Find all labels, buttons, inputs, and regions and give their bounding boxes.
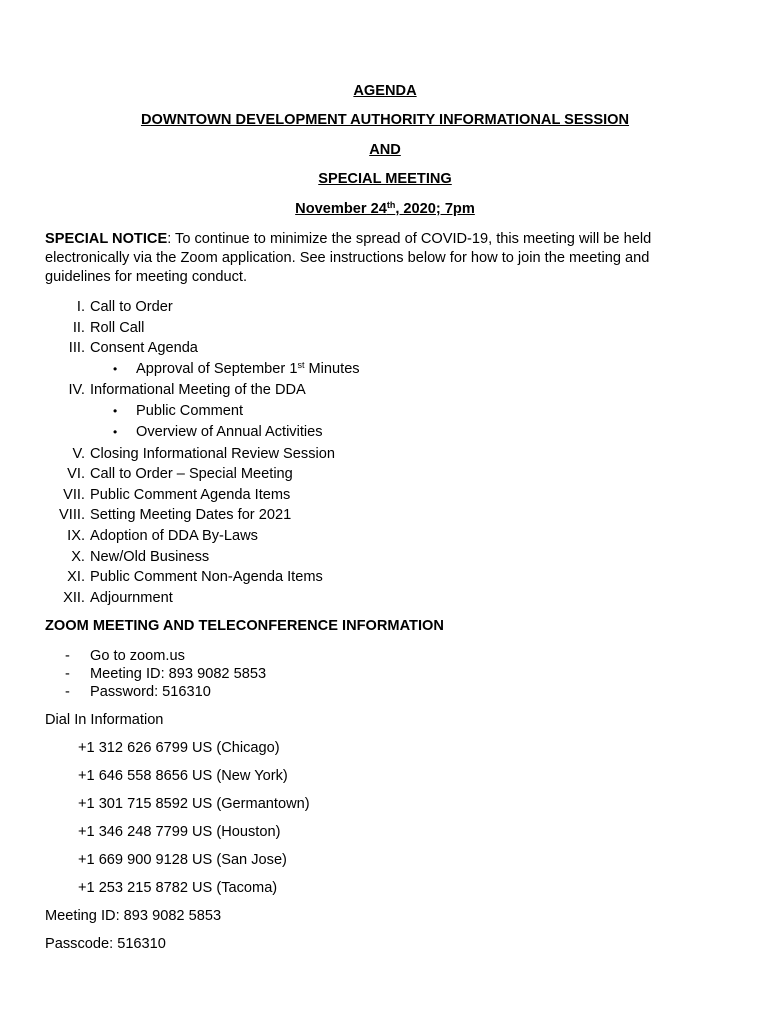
consent-suffix: st — [297, 359, 305, 370]
zoom-link-text: Go to zoom.us — [90, 648, 185, 664]
agenda-number: IX. — [67, 527, 85, 544]
dial-number: +1 312 626 6799 US (Chicago) — [78, 740, 280, 756]
agenda-text: Adoption of DDA By-Laws — [90, 527, 258, 544]
agenda-item — [45, 547, 725, 568]
agenda-number: XI. — [67, 569, 85, 586]
dash-icon: - — [65, 666, 70, 682]
agenda-text: Public Comment Non-Agenda Items — [90, 569, 323, 586]
zoom-heading: ZOOM MEETING AND TELECONFERENCE INFORMATION — [45, 618, 444, 634]
agenda-text: Roll Call — [90, 319, 145, 336]
agenda-subitem — [45, 359, 725, 380]
agenda-text: New/Old Business — [90, 548, 210, 565]
agenda-text: Informational Meeting of the DDA — [90, 382, 306, 399]
agenda-item — [45, 505, 725, 526]
agenda-item — [45, 318, 725, 339]
agenda-item — [45, 464, 725, 485]
agenda-item — [45, 567, 725, 588]
agenda-number: IV. — [68, 382, 85, 399]
date-time: , 2020; 7pm — [395, 201, 475, 217]
dial-meeting-id: Meeting ID: 893 9082 5853 — [45, 908, 222, 924]
dial-number: +1 253 215 8782 US (Tacoma) — [78, 880, 278, 896]
consent-minutes: Minutes — [304, 360, 360, 377]
agenda-item — [45, 338, 725, 359]
subitem-text: Public Comment — [136, 402, 244, 419]
and-title: AND — [369, 142, 401, 158]
agenda-item — [45, 380, 725, 401]
dial-number: +1 646 558 8656 US (New York) — [78, 768, 288, 784]
agenda-text: Call to Order – Special Meeting — [90, 466, 293, 483]
agenda-text: Call to Order — [90, 299, 173, 315]
agenda-number: X. — [71, 548, 85, 565]
zoom-password: Password: 516310 — [90, 684, 211, 700]
dial-number: +1 346 248 7799 US (Houston) — [78, 824, 281, 840]
subitem-text — [136, 359, 360, 380]
bullet-icon: • — [113, 361, 118, 376]
date-suffix: th — [386, 200, 396, 210]
bullet-icon: • — [113, 403, 118, 418]
bullet-icon: • — [113, 425, 118, 440]
dial-number: +1 669 900 9128 US (San Jose) — [78, 852, 287, 868]
agenda-text: Closing Informational Review Session — [90, 445, 335, 462]
subitem-text: Overview of Annual Activities — [136, 424, 323, 441]
agenda-number: II. — [72, 319, 85, 336]
special-meeting-title: SPECIAL MEETING — [318, 171, 452, 187]
agenda-title: AGENDA — [353, 83, 417, 99]
special-notice — [45, 230, 685, 287]
date-text: November 24 — [295, 201, 387, 217]
notice-label: SPECIAL NOTICE — [45, 231, 168, 247]
agenda-number: I. — [76, 299, 85, 315]
agenda-text: Public Comment Agenda Items — [90, 486, 291, 503]
agenda-number: III. — [68, 340, 85, 357]
dash-icon: - — [65, 684, 70, 700]
agenda-number: VIII. — [59, 507, 85, 524]
consent-text: Approval of September 1 — [136, 360, 298, 377]
agenda-number: VI. — [67, 466, 85, 483]
agenda-item — [45, 444, 725, 465]
dial-number: +1 301 715 8592 US (Germantown) — [78, 796, 310, 812]
agenda-item — [45, 588, 725, 609]
zoom-meeting-id: Meeting ID: 893 9082 5853 — [90, 666, 267, 682]
agenda-text: Consent Agenda — [90, 340, 198, 357]
org-title: DOWNTOWN DEVELOPMENT AUTHORITY INFORMATIONAL SESSION — [140, 112, 630, 128]
agenda-subitem — [45, 401, 725, 422]
dial-in-heading: Dial In Information — [45, 712, 164, 728]
agenda-number: XII. — [63, 589, 85, 606]
agenda-text: Adjournment — [90, 589, 173, 606]
agenda-number: V. — [72, 445, 85, 462]
dial-passcode: Passcode: 516310 — [45, 936, 166, 952]
agenda-subitem — [45, 422, 725, 443]
agenda-item — [45, 526, 725, 547]
agenda-number: VII. — [63, 486, 85, 503]
agenda-item — [45, 485, 725, 506]
notice-text: : To continue to minimize the spread of COVID-19, this meeting will be held electronically via the Zoom application. See instructions below for how to join the meeting and guidelines for meeting conduct. — [45, 231, 652, 285]
dash-icon: - — [65, 648, 70, 664]
agenda-list — [45, 297, 725, 608]
agenda-text: Setting Meeting Dates for 2021 — [90, 507, 292, 524]
meeting-date — [0, 200, 770, 218]
agenda-item — [45, 297, 725, 318]
